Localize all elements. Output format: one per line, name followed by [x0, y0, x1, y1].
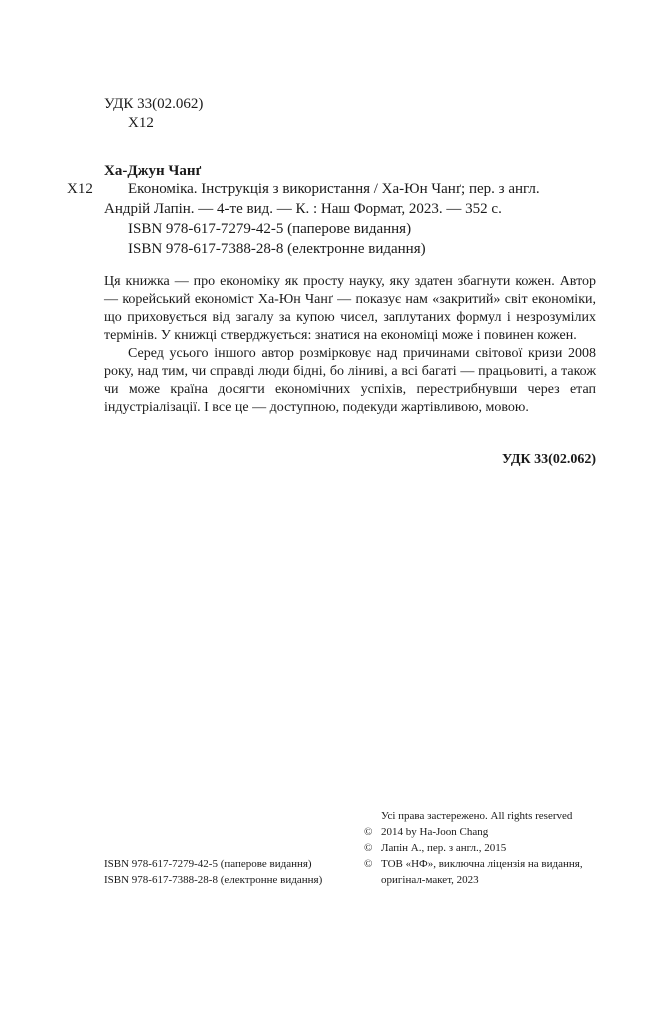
author-mark: Х12: [128, 115, 154, 131]
annotation: [104, 273, 596, 417]
copyright-line-3-continued: оригінал-макет, 2023: [381, 874, 479, 886]
copyright-line-2: [364, 841, 506, 856]
udk-code-bold: УДК 33(02.062): [502, 452, 596, 467]
rights-statement: Усі права застережено. All rights reserved: [381, 810, 573, 822]
bibliographic-line-1: Економіка. Інструкція з використання / Ха-Юн Чанґ; пер. з англ.: [128, 181, 540, 197]
footer-isbn-print: ISBN 978-617-7279-42-5 (паперове видання): [104, 858, 312, 870]
author-mark-side: Х12: [67, 181, 93, 197]
footer-isbn-ebook: ISBN 978-617-7388-28-8 (електронне видання): [104, 874, 323, 886]
copyright-symbol: ©: [364, 858, 373, 870]
copyright-symbol: ©: [364, 842, 373, 854]
annotation-paragraph-2: Серед усього іншого автор розмірковує над причинами світової кризи 2008 року, над тим, чи справді люди бідні, бо ліниві, а всі багаті — працьовиті, а також чи може країна досягти економічних успіхів, перестрибнувши через етап індустріалізації. І все це — доступною, подекуди жартівливою, мовою.: [104, 346, 596, 415]
annotation-paragraph-1: Ця книжка — про економіку як просту науку, яку здатен збагнути кожен. Автор — корейський економіст Ха-Юн Чанґ — показує нам «закритий» світ економіки, що приховується від загалу за купою чисел, заплутаних формул і незрозумілих термінів. У книжці стверджується: знатися на економіці може і повинен кожен.: [104, 274, 596, 343]
isbn-ebook: ISBN 978-617-7388-28-8 (електронне видання): [128, 241, 426, 257]
isbn-print: ISBN 978-617-7279-42-5 (паперове видання): [128, 221, 412, 237]
udk-code: УДК 33(02.062): [104, 96, 204, 112]
copyright-line-3: [364, 857, 583, 872]
copyright-line-1: [364, 825, 488, 840]
copyright-text-3: ТОВ «НФ», виключна ліцензія на видання,: [381, 858, 583, 870]
copyright-text-1: 2014 by Ha-Joon Chang: [381, 826, 489, 838]
author-name: Ха-Джун Чанґ: [104, 163, 202, 179]
copyright-symbol: ©: [364, 826, 373, 838]
copyright-text-2: Лапін А., пер. з англ., 2015: [381, 842, 507, 854]
bibliographic-line-2: Андрій Лапін. — 4-те вид. — К. : Наш Формат, 2023. — 352 с.: [104, 201, 502, 217]
